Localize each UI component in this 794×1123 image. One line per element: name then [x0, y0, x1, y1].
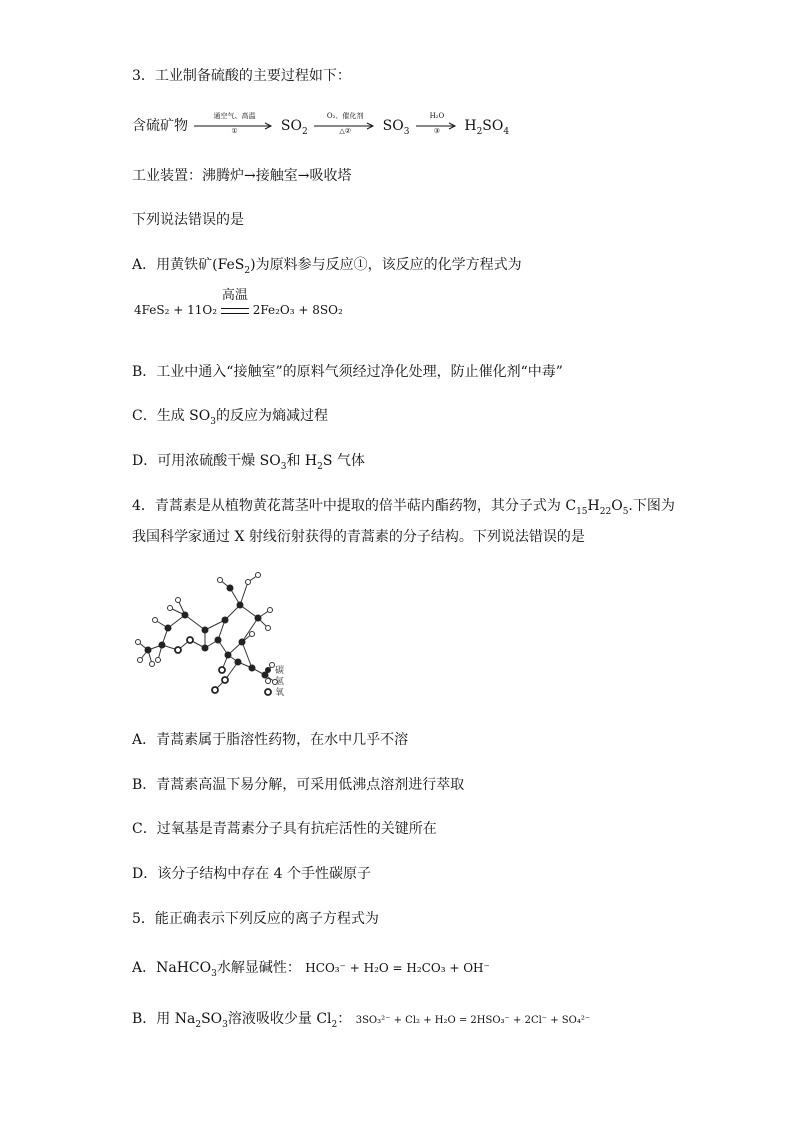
q3-prompt: 下列说法错误的是	[132, 212, 244, 228]
q3-option-b: B．工业中通入“接触室”的原料气须经过净化处理，防止催化剂“中毒”	[132, 364, 563, 380]
q3-option-d: D．可用浓硫酸干燥 $SO_3$和 $H_2S$ 气体	[132, 453, 365, 472]
q5-option-a: A．NaHCO$_3$水解显碱性： HCO₃⁻ + H₂O = H₂CO₃ + OH⁻	[132, 960, 490, 979]
q5-stem: 5．能正确表示下列反应的离子方程式为	[132, 911, 379, 927]
q4-option-c: C．过氧基是青蒿素分子具有抗疟活性的关键所在	[132, 821, 437, 837]
product-h2so4: $H_2SO_4$	[464, 118, 510, 137]
arrow-1	[194, 112, 274, 135]
product-so2: $SO_2$	[280, 118, 308, 137]
q4-stem-line1: 4．青蒿素是从植物黄花蒿茎叶中提取的倍半萜内酯药物，其分子式为 $C_{15}H_{22}O_5$.下图为	[132, 498, 675, 517]
arrow-1-condition: 通空气、高温	[213, 112, 256, 120]
equation-condition-label: 高温	[221, 288, 248, 303]
q3-option-a-equation	[134, 288, 343, 320]
product-so3: $SO_3$	[382, 118, 410, 137]
legend-carbon: 碳	[275, 666, 285, 676]
arrow-3-condition: H₂O	[429, 112, 445, 120]
arrow-3	[416, 112, 458, 135]
process-start: 含硫矿物	[132, 118, 188, 134]
legend-hydrogen: 氢	[275, 677, 285, 687]
q5-option-b-equation: 3SO₃²⁻ + Cl₂ + H₂O = 2HSO₃⁻ + 2Cl⁻ + SO₄²⁻	[355, 1015, 591, 1026]
q4-option-d: D．该分子结构中存在 4 个手性碳原子	[132, 866, 372, 882]
q4-stem-line2: 我国科学家通过 X 射线衍射获得的青蒿素的分子结构。下列说法错误的是	[132, 529, 585, 545]
arrow-2-step: △②	[339, 127, 351, 135]
q5-option-a-equation: HCO₃⁻ + H₂O = H₂CO₃ + OH⁻	[305, 961, 490, 975]
q3-devices: 工业装置：沸腾炉→接触室→吸收塔	[132, 168, 352, 184]
q5-option-b: B．用 $Na_2SO_3$溶液吸收少量 $Cl_2$： 3SO₃²⁻ + Cl₂ + H₂O = 2HSO₃⁻ + 2Cl⁻ + SO₄²⁻	[132, 1011, 591, 1030]
legend-oxygen: 氧	[275, 688, 285, 698]
equation-right: 2Fe₂O₃ + 8SO₂	[252, 303, 343, 317]
equation-left: 4FeS₂ + 11O₂	[134, 303, 218, 317]
arrow-2-condition: O₂、催化剂	[326, 112, 364, 120]
arrow-2	[314, 112, 376, 135]
q4-option-b: B．青蒿素高温下易分解，可采用低沸点溶剂进行萃取	[132, 777, 465, 793]
q4-option-a: A．青蒿素属于脂溶性药物，在水中几乎不溶	[132, 732, 409, 748]
q3-stem: 3．工业制备硫酸的主要过程如下：	[132, 68, 351, 84]
q3-process	[132, 112, 510, 137]
arrow-3-step: ③	[433, 127, 441, 135]
arrow-1-step: ①	[231, 127, 238, 135]
q3-option-a: A．用黄铁矿(FeS$_2$)为原料参与反应①，该反应的化学方程式为	[132, 257, 522, 276]
q3-option-c: C．生成 $SO_3$的反应为熵减过程	[132, 408, 328, 427]
equation-condition	[221, 288, 249, 320]
